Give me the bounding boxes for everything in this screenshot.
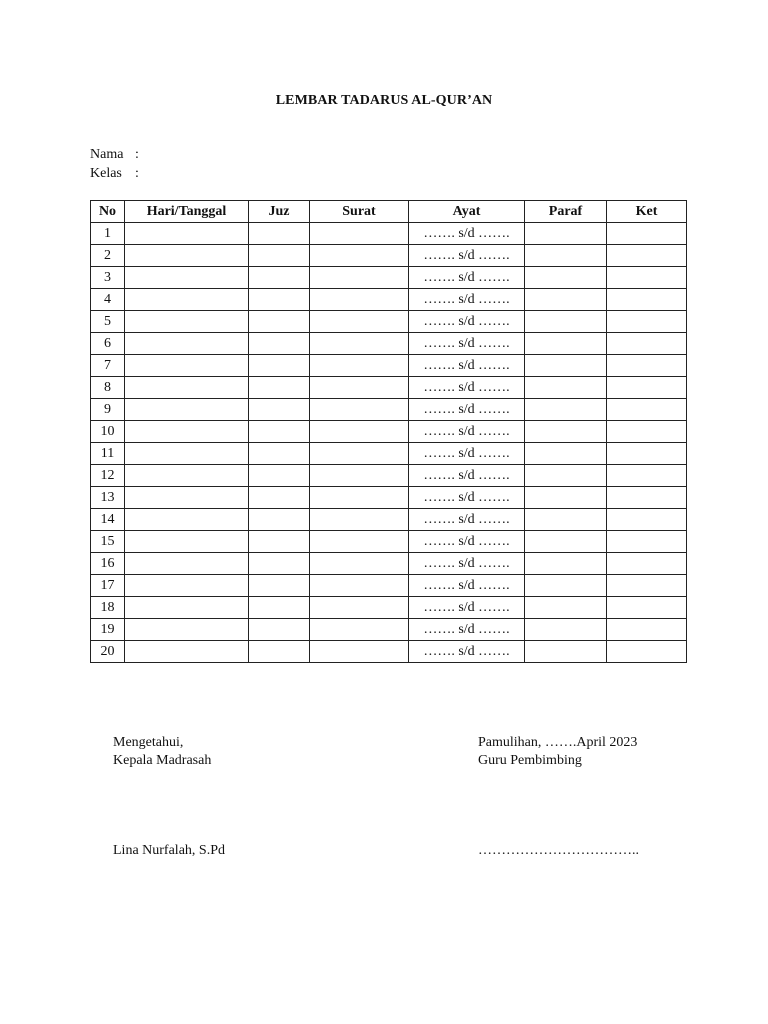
ayat-cell: ……. s/d ……. — [409, 399, 525, 421]
row-number: 14 — [91, 509, 125, 531]
ket-cell — [607, 289, 687, 311]
ket-cell — [607, 311, 687, 333]
paraf-cell — [525, 509, 607, 531]
row-number: 1 — [91, 223, 125, 245]
hari-tanggal-cell — [125, 641, 249, 663]
paraf-cell — [525, 531, 607, 553]
ket-cell — [607, 333, 687, 355]
ket-cell — [607, 509, 687, 531]
hari-tanggal-cell — [125, 245, 249, 267]
hari-tanggal-cell — [125, 399, 249, 421]
table-row — [91, 619, 687, 641]
table-row — [91, 223, 687, 245]
table-row — [91, 531, 687, 553]
juz-cell — [249, 399, 310, 421]
nama-separator: : — [135, 147, 139, 162]
row-number: 15 — [91, 531, 125, 553]
juz-cell — [249, 311, 310, 333]
header-ayat: Ayat — [409, 201, 525, 223]
table-row — [91, 487, 687, 509]
hari-tanggal-cell — [125, 531, 249, 553]
guru-pembimbing-text: Guru Pembimbing — [478, 753, 582, 768]
table-row — [91, 289, 687, 311]
hari-tanggal-cell — [125, 267, 249, 289]
kepala-name: Lina Nurfalah, S.Pd — [113, 843, 225, 858]
table-row — [91, 641, 687, 663]
ayat-cell: ……. s/d ……. — [409, 641, 525, 663]
row-number: 13 — [91, 487, 125, 509]
row-number: 18 — [91, 597, 125, 619]
ayat-cell: ……. s/d ……. — [409, 289, 525, 311]
juz-cell — [249, 421, 310, 443]
hari-tanggal-cell — [125, 289, 249, 311]
table-row — [91, 597, 687, 619]
header-surat: Surat — [310, 201, 409, 223]
header-ket: Ket — [607, 201, 687, 223]
ket-cell — [607, 531, 687, 553]
ayat-cell: ……. s/d ……. — [409, 355, 525, 377]
juz-cell — [249, 465, 310, 487]
row-number: 8 — [91, 377, 125, 399]
hari-tanggal-cell — [125, 333, 249, 355]
juz-cell — [249, 355, 310, 377]
kepala-madrasah-text: Kepala Madrasah — [113, 753, 212, 768]
row-number: 9 — [91, 399, 125, 421]
paraf-cell — [525, 311, 607, 333]
hari-tanggal-cell — [125, 509, 249, 531]
juz-cell — [249, 333, 310, 355]
surat-cell — [310, 421, 409, 443]
table-row — [91, 355, 687, 377]
table-row — [91, 267, 687, 289]
table-row — [91, 465, 687, 487]
ayat-cell: ……. s/d ……. — [409, 421, 525, 443]
surat-cell — [310, 355, 409, 377]
ket-cell — [607, 399, 687, 421]
surat-cell — [310, 311, 409, 333]
table-row — [91, 245, 687, 267]
ket-cell — [607, 421, 687, 443]
juz-cell — [249, 597, 310, 619]
nama-label: Nama — [90, 147, 124, 162]
ayat-cell: ……. s/d ……. — [409, 377, 525, 399]
paraf-cell — [525, 289, 607, 311]
ket-cell — [607, 487, 687, 509]
header-hari-tanggal: Hari/Tanggal — [125, 201, 249, 223]
surat-cell — [310, 377, 409, 399]
row-number: 4 — [91, 289, 125, 311]
juz-cell — [249, 487, 310, 509]
paraf-cell — [525, 597, 607, 619]
ayat-cell: ……. s/d ……. — [409, 333, 525, 355]
hari-tanggal-cell — [125, 421, 249, 443]
header-no: No — [91, 201, 125, 223]
ket-cell — [607, 619, 687, 641]
table-row — [91, 553, 687, 575]
ayat-cell: ……. s/d ……. — [409, 487, 525, 509]
paraf-cell — [525, 465, 607, 487]
row-number: 7 — [91, 355, 125, 377]
ayat-cell: ……. s/d ……. — [409, 443, 525, 465]
kelas-separator: : — [135, 166, 139, 181]
row-number: 12 — [91, 465, 125, 487]
table-row — [91, 421, 687, 443]
row-number: 16 — [91, 553, 125, 575]
juz-cell — [249, 531, 310, 553]
tadarus-table — [90, 200, 687, 663]
table-row — [91, 377, 687, 399]
ayat-cell: ……. s/d ……. — [409, 509, 525, 531]
row-number: 6 — [91, 333, 125, 355]
mengetahui-text: Mengetahui, — [113, 735, 184, 750]
paraf-cell — [525, 421, 607, 443]
header-paraf: Paraf — [525, 201, 607, 223]
row-number: 20 — [91, 641, 125, 663]
surat-cell — [310, 641, 409, 663]
row-number: 19 — [91, 619, 125, 641]
hari-tanggal-cell — [125, 377, 249, 399]
ayat-cell: ……. s/d ……. — [409, 245, 525, 267]
juz-cell — [249, 289, 310, 311]
row-number: 10 — [91, 421, 125, 443]
paraf-cell — [525, 333, 607, 355]
hari-tanggal-cell — [125, 311, 249, 333]
guru-name-placeholder: …………………………….. — [478, 843, 639, 858]
ket-cell — [607, 377, 687, 399]
table-row — [91, 333, 687, 355]
ket-cell — [607, 641, 687, 663]
table-row — [91, 399, 687, 421]
header-juz: Juz — [249, 201, 310, 223]
surat-cell — [310, 223, 409, 245]
table-row — [91, 443, 687, 465]
paraf-cell — [525, 443, 607, 465]
row-number: 17 — [91, 575, 125, 597]
hari-tanggal-cell — [125, 597, 249, 619]
juz-cell — [249, 443, 310, 465]
ket-cell — [607, 267, 687, 289]
hari-tanggal-cell — [125, 465, 249, 487]
ket-cell — [607, 245, 687, 267]
paraf-cell — [525, 377, 607, 399]
paraf-cell — [525, 223, 607, 245]
paraf-cell — [525, 641, 607, 663]
surat-cell — [310, 333, 409, 355]
surat-cell — [310, 465, 409, 487]
juz-cell — [249, 575, 310, 597]
ket-cell — [607, 355, 687, 377]
table-row — [91, 575, 687, 597]
surat-cell — [310, 575, 409, 597]
ket-cell — [607, 465, 687, 487]
ayat-cell: ……. s/d ……. — [409, 575, 525, 597]
juz-cell — [249, 223, 310, 245]
hari-tanggal-cell — [125, 553, 249, 575]
ayat-cell: ……. s/d ……. — [409, 465, 525, 487]
ayat-cell: ……. s/d ……. — [409, 553, 525, 575]
ket-cell — [607, 597, 687, 619]
ayat-cell: ……. s/d ……. — [409, 223, 525, 245]
ket-cell — [607, 223, 687, 245]
juz-cell — [249, 245, 310, 267]
row-number: 11 — [91, 443, 125, 465]
table-header-row — [91, 201, 687, 223]
juz-cell — [249, 619, 310, 641]
surat-cell — [310, 267, 409, 289]
surat-cell — [310, 531, 409, 553]
paraf-cell — [525, 245, 607, 267]
paraf-cell — [525, 553, 607, 575]
ayat-cell: ……. s/d ……. — [409, 619, 525, 641]
surat-cell — [310, 289, 409, 311]
hari-tanggal-cell — [125, 487, 249, 509]
paraf-cell — [525, 619, 607, 641]
surat-cell — [310, 597, 409, 619]
hari-tanggal-cell — [125, 223, 249, 245]
ayat-cell: ……. s/d ……. — [409, 597, 525, 619]
document-title: LEMBAR TADARUS AL-QUR’AN — [275, 93, 493, 108]
hari-tanggal-cell — [125, 443, 249, 465]
paraf-cell — [525, 575, 607, 597]
surat-cell — [310, 399, 409, 421]
paraf-cell — [525, 355, 607, 377]
ket-cell — [607, 443, 687, 465]
ket-cell — [607, 575, 687, 597]
surat-cell — [310, 443, 409, 465]
kelas-field — [90, 166, 139, 182]
juz-cell — [249, 509, 310, 531]
ayat-cell: ……. s/d ……. — [409, 267, 525, 289]
row-number: 2 — [91, 245, 125, 267]
table-row — [91, 311, 687, 333]
signature-left — [113, 734, 211, 770]
ayat-cell: ……. s/d ……. — [409, 311, 525, 333]
juz-cell — [249, 267, 310, 289]
nama-field — [90, 147, 139, 163]
juz-cell — [249, 641, 310, 663]
place-date-text: Pamulihan, …….April 2023 — [478, 735, 638, 750]
signature-right — [478, 734, 637, 770]
juz-cell — [249, 377, 310, 399]
surat-cell — [310, 619, 409, 641]
table-row — [91, 509, 687, 531]
surat-cell — [310, 245, 409, 267]
hari-tanggal-cell — [125, 575, 249, 597]
ayat-cell: ……. s/d ……. — [409, 531, 525, 553]
juz-cell — [249, 553, 310, 575]
paraf-cell — [525, 399, 607, 421]
paraf-cell — [525, 487, 607, 509]
paraf-cell — [525, 267, 607, 289]
kelas-label: Kelas — [90, 166, 122, 181]
surat-cell — [310, 509, 409, 531]
row-number: 3 — [91, 267, 125, 289]
row-number: 5 — [91, 311, 125, 333]
surat-cell — [310, 553, 409, 575]
hari-tanggal-cell — [125, 619, 249, 641]
hari-tanggal-cell — [125, 355, 249, 377]
ket-cell — [607, 553, 687, 575]
surat-cell — [310, 487, 409, 509]
